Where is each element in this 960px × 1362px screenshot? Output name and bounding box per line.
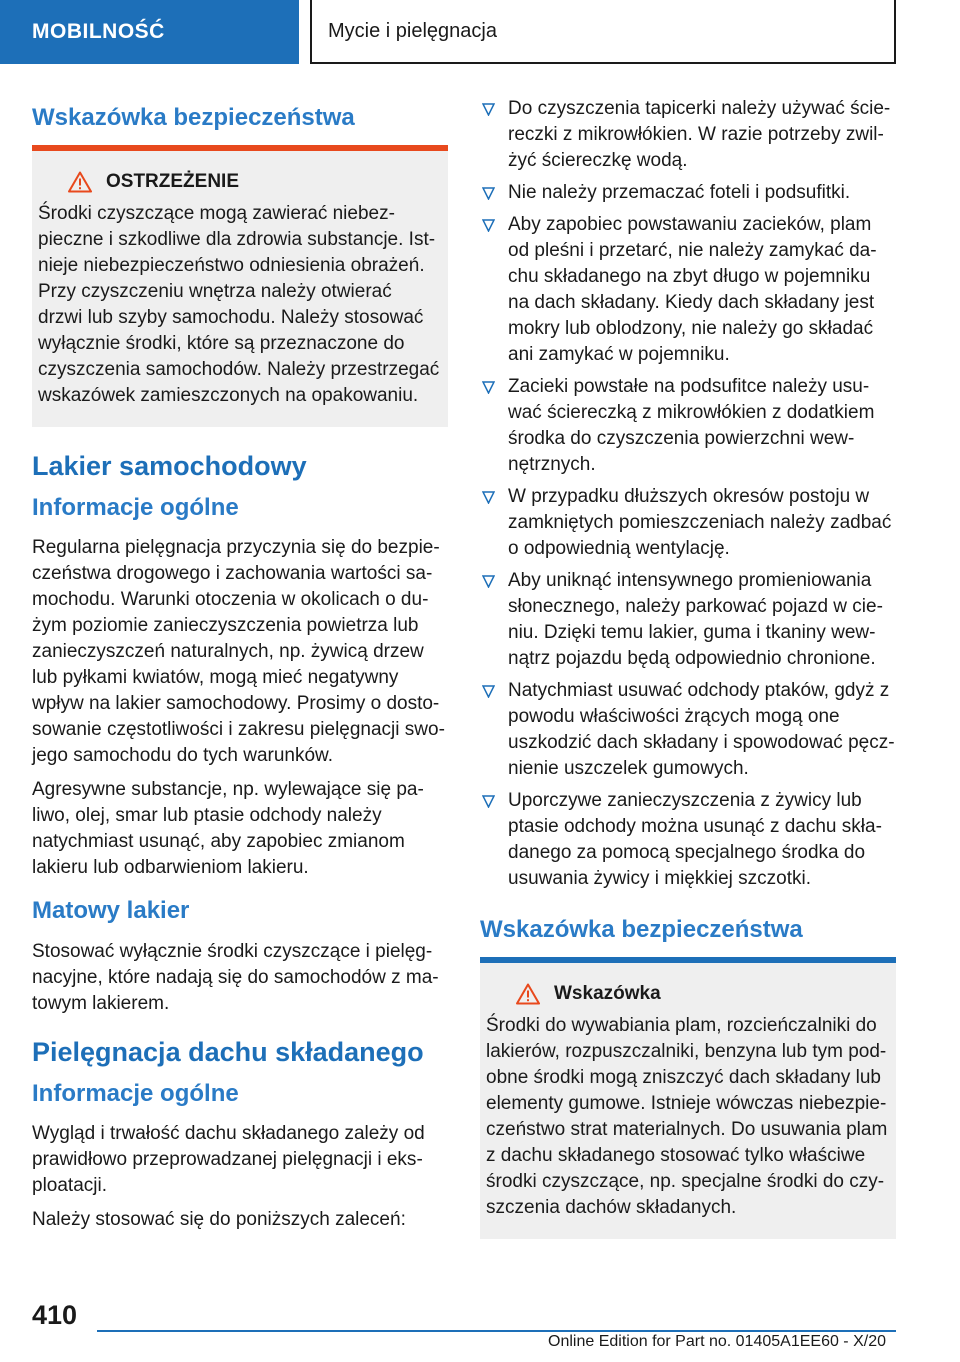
general-paragraph-2: Agresywne substancje, np. wylewające się paliwo, olej, smar lub ptasie odchody należy natychmiast usunąć, aby zapobiec zmianom lakieru lub odbarwieniom lakieru. [32,779,424,879]
triangle-bullet-icon [482,795,495,808]
triangle-bullet-icon [482,219,495,232]
matte-paint-paragraph: Stosować wyłącznie środki czyszczące i pielęgnacyjne, które nadają się do samochodów z matowym lakierem. [32,940,439,1014]
warning-triangle-icon [68,171,92,193]
page-number: 410 [32,1300,78,1330]
edition-text: Online Edition for Part no. 01405A1EE60 - X/20 [548,1333,886,1350]
warning-box [32,145,448,427]
warning-triangle-icon [516,983,540,1005]
list-item [480,568,896,672]
footer-divider [97,1330,896,1332]
care-recommendations-list [480,96,896,892]
roof-paragraph-2: Należy stosować się do poniższych zaleceń: [32,1208,406,1230]
list-item-text: Aby uniknąć intensywnego promieniowania słonecznego, należy parkować pojazd w cieniu. Dzięki temu lakier, guma i tkaniny wewnątrz pojazdu będą odpowiednio chronione. [508,570,883,669]
warning-header [38,169,440,195]
list-item-text: Do czyszczenia tapicerki należy używać ściereczki z mikrowłókien. W razie potrzeby zwilżyć ściereczkę wodą. [508,98,891,171]
list-item-text: Zacieki powstałe na podsufitce należy usuwać ściereczką z mikrowłókien z dodatkiem środka do czyszczenia powierzchni wewnętrznych. [508,376,875,475]
list-item [480,180,896,206]
notice-header [486,981,888,1007]
list-item-text: Aby zapobiec powstawaniu zacieków, plam od pleśni i przetarć, nie należy zamykać dachu składanego na zbyt długo w pojemniku na dach składany. Kiedy dach składany jest mokry lub oblodzony, nie należy go składać ani zamykać w pojemniku. [508,214,877,365]
right-column [480,96,896,1261]
warning-title: OSTRZEŻENIE [106,171,240,193]
list-item-text: Natychmiast usuwać odchody ptaków, gdyż z powodu właściwości żrących mogą one uszkodzić dach składany i spowodować pęcznienie uszczelek gumowych. [508,680,895,779]
triangle-bullet-icon [482,491,495,504]
list-item-text: Nie należy przemaczać foteli i podsufitki. [508,182,851,203]
triangle-bullet-icon [482,575,495,588]
roof-general-info-heading: Informacje ogólne [32,1079,239,1107]
matte-paint-heading: Matowy lakier [32,897,190,925]
triangle-bullet-icon [482,103,495,116]
general-paragraph-1: Regularna pielęgnacja przyczynia się do bezpieczeństwa drogowego i zachowania wartości samochodu. Warunki otoczenia w okolicach o dużym poziomie zanieczyszczenia powietrza lub zanieczyszczeń naturalnych, np. żywicą drzew lub pyłkami kwiatów, mogą mieć negatywny wpływ na lakier samochodowy. Prosimy o dostosowanie częstotliwości i zakresu pielęgnacji swojego samochodu do tych warunków. [32,537,445,767]
notice-title: Wskazówka [554,983,661,1005]
page-header-title: Mycie i pielęgnacja [310,0,896,64]
list-item-text: W przypadku dłuższych okresów postoju w zamkniętych pomieszczeniach należy zadbać o odpowiednią wentylację. [508,486,892,559]
list-item [480,212,896,368]
safety-heading: Wskazówka bezpieczeństwa [32,104,355,131]
notice-text: Środki do wywabiania plam, rozcieńczalniki do lakierów, rozpuszczalniki, benzyna lub tym podobne środki mogą zniszczyć dach składany lub elementy gumowe. Istnieje wówczas niebezpieczeństwo strat materialnych. Do usuwania plam z dachu składanego stosować tylko właściwe środki czyszczące, np. specjalne środki do czyszczenia dachów składanych. [486,1015,888,1219]
warning-text: Środki czyszczące mogą zawierać niebezpieczne i szkodliwe dla zdrowia substancje. Istnieje niebezpieczeństwo odniesienia obrażeń. Przy czyszczeniu wnętrza należy otwierać drzwi lub szyby samochodu. Należy stosować wyłącznie środki, które są przeznaczone do czyszczenia samochodów. Należy przestrzegać wskazówek zamieszczonych na opakowaniu. [38,203,440,407]
general-info-heading: Informacje ogólne [32,494,239,522]
safety-heading-2: Wskazówka bezpieczeństwa [480,916,803,943]
list-item [480,374,896,478]
paint-heading: Lakier samochodowy [32,451,307,482]
list-item-text: Uporczywe zanieczyszczenia z żywicy lub ptasie odchody można usunąć z dachu składanego za pomocą specjalnego środka do usuwania żywicy i miękkiej szczotki. [508,790,882,889]
roof-paragraph-1: Wygląd i trwałość dachu składanego zależy od prawidłowo przeprowadzanej pielęgnacji i eksploatacji. [32,1122,425,1196]
list-item [480,96,896,174]
section-tab[interactable]: MOBILNOŚĆ [0,0,299,64]
triangle-bullet-icon [482,381,495,394]
notice-box [480,957,896,1239]
roof-care-heading: Pielęgnacja dachu składanego [32,1036,424,1067]
triangle-bullet-icon [482,685,495,698]
triangle-bullet-icon [482,187,495,200]
list-item [480,678,896,782]
list-item [480,484,896,562]
left-column [32,96,448,1241]
list-item [480,788,896,892]
